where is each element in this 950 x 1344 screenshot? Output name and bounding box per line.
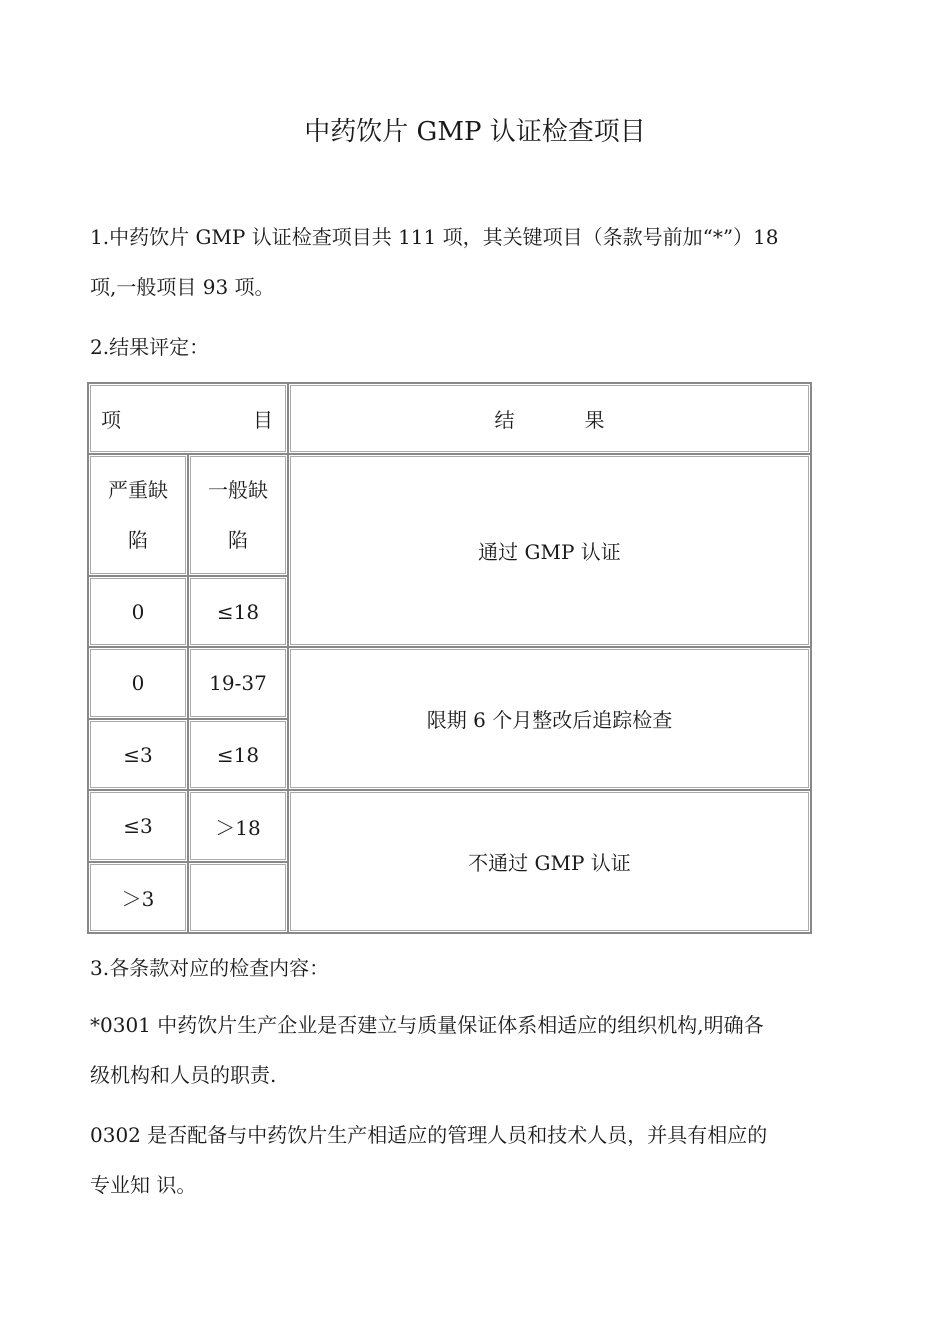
table-cell-general: 19-37 <box>188 647 288 719</box>
paragraph-clause-0302 <box>90 1110 860 1210</box>
table-cell-serious: 0 <box>88 576 188 647</box>
paragraph-line: *0301 中药饮片生产企业是否建立与质量保证体系相适应的组织机构,明确各 <box>90 1013 764 1037</box>
result-cell-fail: 不通过 GMP 认证 <box>288 790 811 933</box>
paragraph-summary <box>90 212 860 312</box>
table-cell-serious: ≤3 <box>88 719 188 790</box>
table-cell-serious: ≤3 <box>88 790 188 862</box>
header-item-cell <box>88 383 288 454</box>
table-cell-general: ≤18 <box>188 576 288 647</box>
paragraph-line: 专业知 识。 <box>90 1173 197 1197</box>
table-cell-serious: ＞3 <box>88 862 188 933</box>
col-header-general-line1: 一般缺 <box>208 478 268 502</box>
result-cell-pass: 通过 GMP 认证 <box>288 454 811 647</box>
table-cell-serious: 0 <box>88 647 188 719</box>
header-result-right: 果 <box>584 408 605 432</box>
paragraph-line: 项,一般项目 93 项。 <box>90 275 275 299</box>
col-header-serious <box>88 454 188 576</box>
header-result-left: 结 <box>494 408 515 432</box>
paragraph-line: 0302 是否配备与中药饮片生产相适应的管理人员和技术人员，并具有相应的 <box>90 1123 768 1147</box>
header-result-cell <box>288 383 811 454</box>
paragraph-contents-heading: 3.各条款对应的检查内容： <box>90 956 330 980</box>
table-cell-general: ＞18 <box>188 790 288 862</box>
header-item-left: 项 <box>101 408 121 432</box>
paragraph-line: 级机构和人员的职责. <box>90 1063 277 1087</box>
evaluation-table <box>87 382 812 934</box>
col-header-general-line2: 陷 <box>228 528 248 552</box>
paragraph-evaluation-heading: 2.结果评定： <box>90 335 210 359</box>
paragraph-clause-0301 <box>90 1000 860 1100</box>
col-header-general <box>188 454 288 576</box>
col-header-serious-line1: 严重缺 <box>108 478 168 502</box>
result-cell-rectify: 限期 6 个月整改后追踪检查 <box>288 647 811 790</box>
col-header-serious-line2: 陷 <box>128 528 148 552</box>
header-item-right: 目 <box>253 408 273 432</box>
paragraph-line: 1.中药饮片 GMP 认证检查项目共 111 项，其关键项目（条款号前加“*”）18 <box>90 225 779 249</box>
page-title: 中药饮片 GMP 认证检查项目 <box>304 117 646 147</box>
table-cell-general <box>188 862 288 933</box>
table-cell-general: ≤18 <box>188 719 288 790</box>
